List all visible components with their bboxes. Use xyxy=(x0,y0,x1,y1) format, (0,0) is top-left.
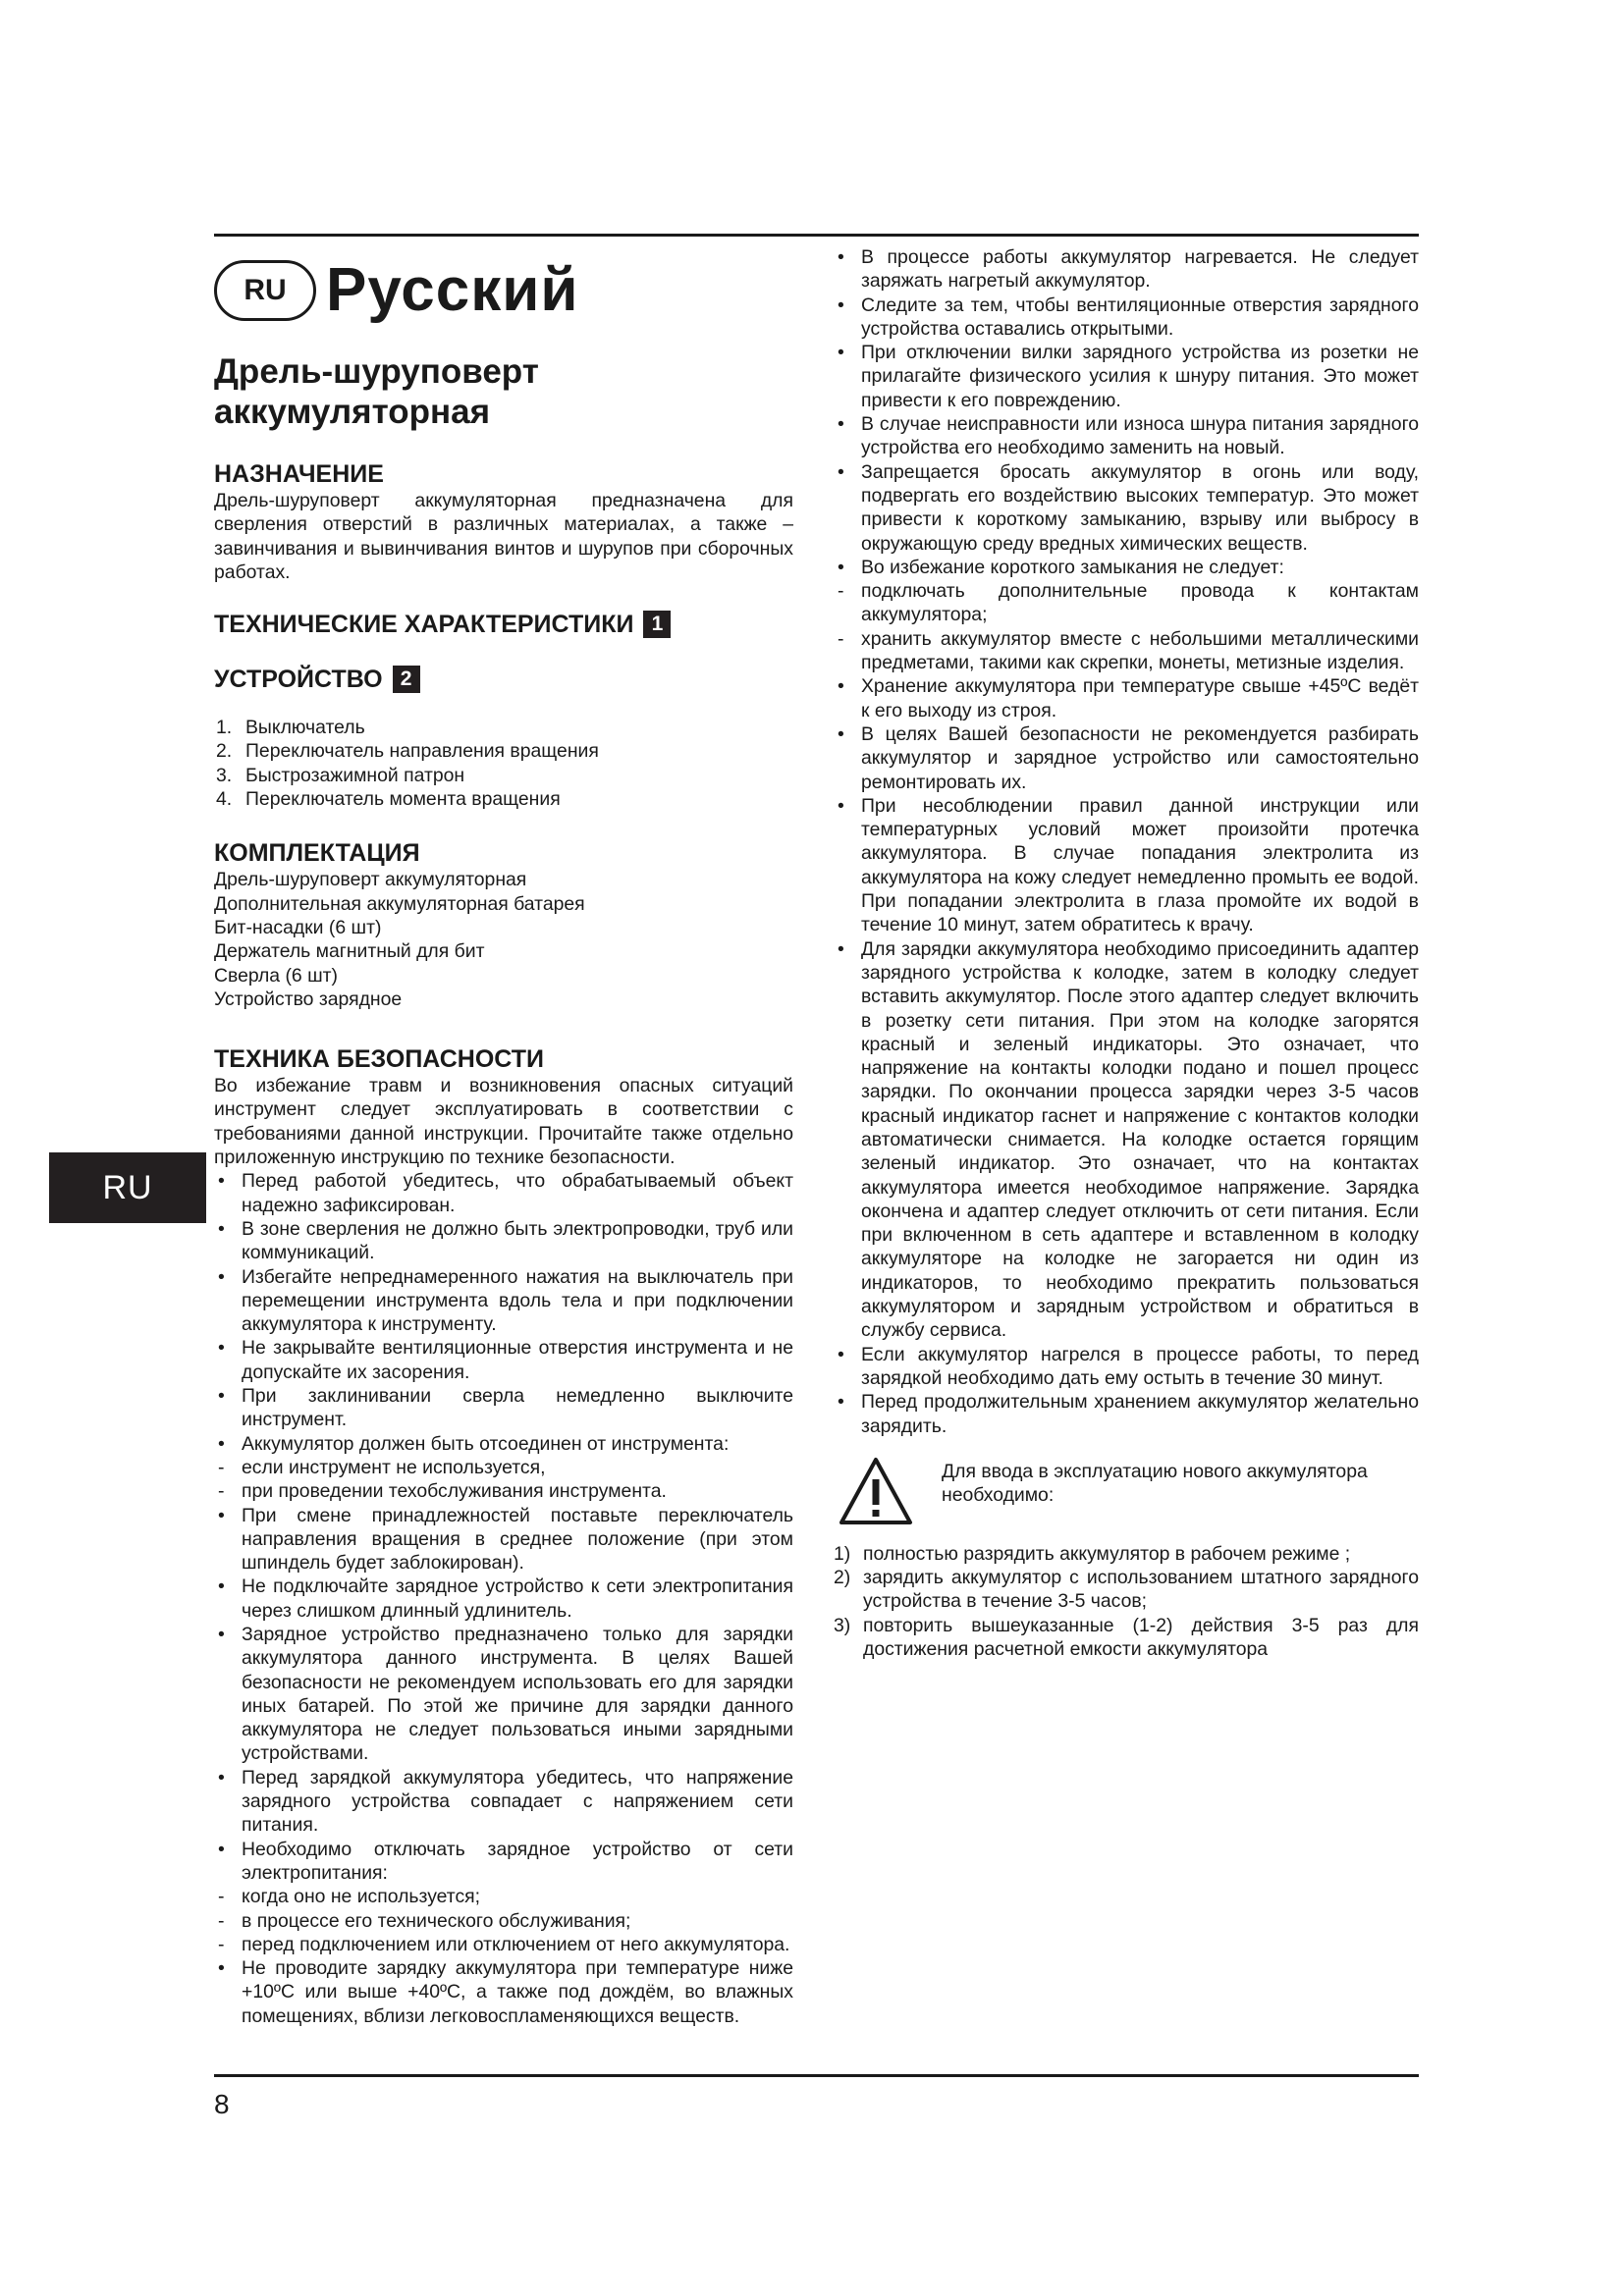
list-text: Не закрывайте вентиляционные отверстия инструмента и не допускайте их засорения. xyxy=(242,1337,793,1383)
list-marker: • xyxy=(838,460,844,483)
list-marker: • xyxy=(218,1432,225,1455)
list-text: Быстрозажимной патрон xyxy=(245,764,465,786)
list-marker: - xyxy=(838,627,844,650)
language-name: Русский xyxy=(326,256,579,324)
list-text: при проведении техобслуживания инструмента. xyxy=(242,1480,667,1503)
list-text: Переключатель направления вращения xyxy=(245,740,599,763)
package-item: Устройство зарядное xyxy=(214,988,403,1010)
list-item xyxy=(834,937,1419,1343)
list-item xyxy=(834,1390,1419,1438)
safety-heading: ТЕХНИКА БЕЗОПАСНОСТИ xyxy=(214,1045,544,1074)
device-parts-list xyxy=(214,716,793,811)
language-badge: RU xyxy=(214,260,316,321)
package-item: Сверла (6 шт) xyxy=(214,964,339,987)
package-item: Дрель-шуруповерт аккумуляторная xyxy=(214,869,527,891)
list-text: если инструмент не используется, xyxy=(242,1456,546,1478)
package-item: Бит-насадки (6 шт) xyxy=(214,916,382,938)
list-text: Зарядное устройство предназначено только для зарядки аккумулятора данного инструмента. В целях Вашей безопасности не рекомендуем использовать его для зарядки иных батарей. По этой же причине для зарядки данного аккумулятора не следует пользоваться иными зарядными устройствами. xyxy=(242,1623,793,1765)
right-column xyxy=(834,245,1419,1661)
sub-list-item xyxy=(214,1479,793,1503)
list-text: когда оно не используется; xyxy=(242,1886,481,1908)
list-text: Избегайте непреднамеренного нажатия на выключатель при перемещении инструмента вдоль тела и при подключении аккумулятора к инструменту. xyxy=(242,1265,793,1336)
package-heading: КОМПЛЕКТАЦИЯ xyxy=(214,839,420,868)
list-marker: • xyxy=(218,1504,225,1526)
list-number: 2. xyxy=(216,740,233,763)
language-side-tab: RU xyxy=(49,1152,206,1223)
list-item xyxy=(214,1623,793,1766)
list-item xyxy=(214,1956,793,2028)
list-marker: • xyxy=(218,1766,225,1789)
list-text: Если аккумулятор нагрелся в процессе работы, то перед зарядкой необходимо дать ему остыть в течение 30 минут. xyxy=(861,1343,1419,1389)
sub-list-item xyxy=(214,1456,793,1479)
list-marker: • xyxy=(838,794,844,817)
list-marker: - xyxy=(218,1480,225,1503)
warning-block xyxy=(834,1456,1419,1526)
list-marker: • xyxy=(838,413,844,436)
list-item xyxy=(834,460,1419,556)
list-marker: • xyxy=(838,937,844,960)
list-marker: • xyxy=(838,342,844,364)
list-text: В зоне сверления не должно быть электропроводки, труб или коммуникаций. xyxy=(242,1217,793,1264)
left-column xyxy=(214,234,793,2028)
battery-steps-list xyxy=(834,1542,1419,1661)
list-text: В целях Вашей безопасности не рекомендуется разбирать аккумулятор и зарядное устройство или самостоятельно ремонтировать их. xyxy=(861,722,1419,793)
warning-triangle-icon xyxy=(838,1456,914,1526)
list-marker: - xyxy=(218,1886,225,1908)
list-item xyxy=(214,1217,793,1265)
list-text: Для зарядки аккумулятора необходимо присоединить адаптер зарядного устройства к колодке, затем в колодку следует вставить аккумулятор. После этого адаптер следует включить в розетку сети питания. При этом на колодке загорятся красный и зеленый индикаторы. Это означает, что напряжение на контакты колодки подано и пошел процесс зарядки. По окончании процесса зарядки через 3-5 часов красный индикатор гаснет и напряжение с контактов колодки автоматически снимается. На колодке остается горящим зеленый индикатор. Это означает, что на контактах аккумулятора имеется необходимое напряжение. Зарядка окончена и адаптер следует отключить от сети питания. Если при включенном в сеть адаптере и вставленном в колодку аккумуляторе на колодке не загорается ни один из индикаторов, то необходимо прекратить пользоваться аккумулятором и зарядным устройством и обратиться в службу сервиса. xyxy=(861,937,1419,1342)
list-text: Перед продолжительным хранением аккумулятор желательно зарядить. xyxy=(861,1391,1419,1437)
list-marker: • xyxy=(218,1170,225,1193)
list-text: Выключатель xyxy=(245,717,365,739)
step-item xyxy=(834,1542,1419,1566)
list-item xyxy=(834,674,1419,722)
list-marker: • xyxy=(838,1391,844,1414)
list-marker: - xyxy=(838,580,844,603)
list-marker: • xyxy=(218,1337,225,1360)
list-marker: • xyxy=(218,1217,225,1240)
list-text: Аккумулятор должен быть отсоединен от инструмента: xyxy=(242,1432,730,1455)
package-item: Держатель магнитный для бит xyxy=(214,940,485,963)
list-marker: • xyxy=(838,675,844,698)
safety-intro: Во избежание травм и возникновения опасных ситуаций инструмент следует эксплуатировать в соответствии с требованиями данной инструкции. Прочитайте также отдельно приложенную инструкцию по технике безопасности. xyxy=(214,1075,793,1169)
step-number: 2) xyxy=(834,1567,851,1589)
step-number: 3) xyxy=(834,1614,851,1636)
list-text: Перед зарядкой аккумулятора убедитесь, что напряжение зарядного устройства совпадает с напряжением сети питания. xyxy=(242,1766,793,1837)
list-text: перед подключением или отключением от него аккумулятора. xyxy=(242,1933,790,1955)
list-marker: • xyxy=(218,1957,225,1980)
list-number: 3. xyxy=(216,764,233,786)
list-text: Во избежание короткого замыкания не следует: xyxy=(861,556,1284,578)
step-item xyxy=(834,1566,1419,1614)
list-item xyxy=(834,341,1419,412)
list-item xyxy=(214,1336,793,1384)
list-marker: - xyxy=(218,1933,225,1955)
list-marker: • xyxy=(218,1265,225,1288)
purpose-heading: НАЗНАЧЕНИЕ xyxy=(214,460,384,488)
list-text: В случае неисправности или износа шнура питания зарядного устройства его необходимо заменить на новый. xyxy=(861,413,1419,459)
list-text: подключать дополнительные провода к контактам аккумулятора; xyxy=(861,580,1419,626)
list-text: При несоблюдении правил данной инструкции или температурных условий может произойти протечка аккумулятора. В случае попадания электролита из аккумулятора на кожу следует немедленно промыть ее водой. При попадании электролита в глаза промойте их водой в течение 10 минут, затем обратитесь к врачу. xyxy=(861,794,1419,936)
device-part-item xyxy=(214,787,793,811)
list-marker: • xyxy=(218,1623,225,1645)
list-item xyxy=(214,1265,793,1337)
list-marker: • xyxy=(838,246,844,268)
list-item xyxy=(214,1169,793,1217)
device-part-item xyxy=(214,764,793,787)
list-text: Перед работой убедитесь, что обрабатываемый объект надежно зафиксирован. xyxy=(242,1170,793,1216)
list-text: хранить аккумулятор вместе с небольшими металлическими предметами, такими как скрепки, монеты, метизные изделия. xyxy=(861,627,1419,674)
list-item xyxy=(834,1343,1419,1391)
list-marker: • xyxy=(218,1838,225,1860)
list-marker: • xyxy=(838,722,844,745)
list-text: Необходимо отключать зарядное устройство от сети электропитания: xyxy=(242,1838,793,1884)
package-item: Дополнительная аккумуляторная батарея xyxy=(214,892,585,915)
list-text: Следите за тем, чтобы вентиляционные отверстия зарядного устройства оставались открытыми. xyxy=(861,294,1419,340)
list-text: Не подключайте зарядное устройство к сети электропитания через слишком длинный удлинитель. xyxy=(242,1575,793,1622)
sub-list-item xyxy=(834,579,1419,627)
list-marker: - xyxy=(218,1456,225,1478)
list-text: При заклинивании сверла немедленно выключите инструмент. xyxy=(242,1385,793,1431)
device-heading: УСТРОЙСТВО 2 xyxy=(214,665,793,694)
list-text: в процессе его технического обслуживания; xyxy=(242,1909,631,1932)
list-marker: • xyxy=(838,1343,844,1365)
step-text: повторить вышеуказанные (1-2) действия 3-5 раз для достижения расчетной емкости аккумулятора xyxy=(863,1614,1419,1661)
step-text: зарядить аккумулятор с использованием штатного зарядного устройства в течение 3-5 часов; xyxy=(863,1567,1419,1613)
tech-specs-heading: ТЕХНИЧЕСКИЕ ХАРАКТЕРИСТИКИ 1 xyxy=(214,610,793,639)
list-text: Хранение аккумулятора при температуре свыше +45ºС ведёт к его выходу из строя. xyxy=(861,675,1419,721)
list-text: В процессе работы аккумулятор нагревается. Не следует заряжать нагретый аккумулятор. xyxy=(861,246,1419,293)
step-text: полностью разрядить аккумулятор в рабочем режиме ; xyxy=(863,1542,1351,1565)
step-item xyxy=(834,1614,1419,1662)
language-header xyxy=(214,253,793,328)
list-text: При отключении вилки зарядного устройства из розетки не прилагайте физического усилия к шнуру питания. Это может привести к его повреждению. xyxy=(861,342,1419,411)
list-text: Переключатель момента вращения xyxy=(245,788,561,811)
list-item xyxy=(834,794,1419,937)
list-marker: - xyxy=(218,1909,225,1932)
figure-ref-badge: 2 xyxy=(393,666,420,693)
list-item xyxy=(834,556,1419,579)
sub-list-item xyxy=(214,1885,793,1908)
list-marker: • xyxy=(218,1385,225,1408)
list-marker: • xyxy=(838,556,844,578)
list-item xyxy=(214,1838,793,1886)
list-item xyxy=(834,412,1419,460)
bottom-rule xyxy=(214,2074,1419,2077)
list-item xyxy=(214,1575,793,1623)
list-item xyxy=(214,1504,793,1575)
safety-list-left xyxy=(214,1169,793,2028)
list-item xyxy=(214,1766,793,1838)
list-text: При смене принадлежностей поставьте переключатель направления вращения в среднее положение (при этом шпиндель будет заблокирован). xyxy=(242,1504,793,1575)
safety-list-right xyxy=(834,245,1419,1438)
sub-list-item xyxy=(834,627,1419,675)
page-number: 8 xyxy=(214,2089,230,2119)
list-item xyxy=(834,722,1419,794)
package-list xyxy=(214,868,793,1011)
list-number: 1. xyxy=(216,717,233,739)
warning-text: Для ввода в эксплуатацию нового аккумулятора необходимо: xyxy=(942,1460,1368,1507)
device-part-item xyxy=(214,716,793,739)
device-part-item xyxy=(214,739,793,763)
list-number: 4. xyxy=(216,788,233,811)
step-number: 1) xyxy=(834,1542,851,1565)
sub-list-item xyxy=(214,1909,793,1933)
list-item xyxy=(214,1384,793,1432)
list-item xyxy=(214,1432,793,1456)
purpose-text: Дрель-шуруповерт аккумуляторная предназначена для сверления отверстий в различных материалах, а также – завинчивания и вывинчивания винтов и шурупов при сборочных работах. xyxy=(214,490,793,583)
document-title: Дрель-шуруповерт аккумуляторная xyxy=(214,352,539,431)
sub-list-item xyxy=(214,1933,793,1956)
list-text: Запрещается бросать аккумулятор в огонь или воду, подвергать его воздействию высоких температур. Это может привести к короткому замыканию, взрыву или выбросу в окружающую среду вредных химических веществ. xyxy=(861,460,1419,555)
figure-ref-badge: 1 xyxy=(643,611,671,638)
list-item xyxy=(834,294,1419,342)
list-marker: • xyxy=(218,1575,225,1598)
list-text: Не проводите зарядку аккумулятора при температуре ниже +10ºС или выше +40ºС, а также под дождём, во влажных помещениях, вблизи легковоспламеняющихся веществ. xyxy=(242,1957,793,2027)
list-marker: • xyxy=(838,294,844,316)
list-item xyxy=(834,245,1419,294)
